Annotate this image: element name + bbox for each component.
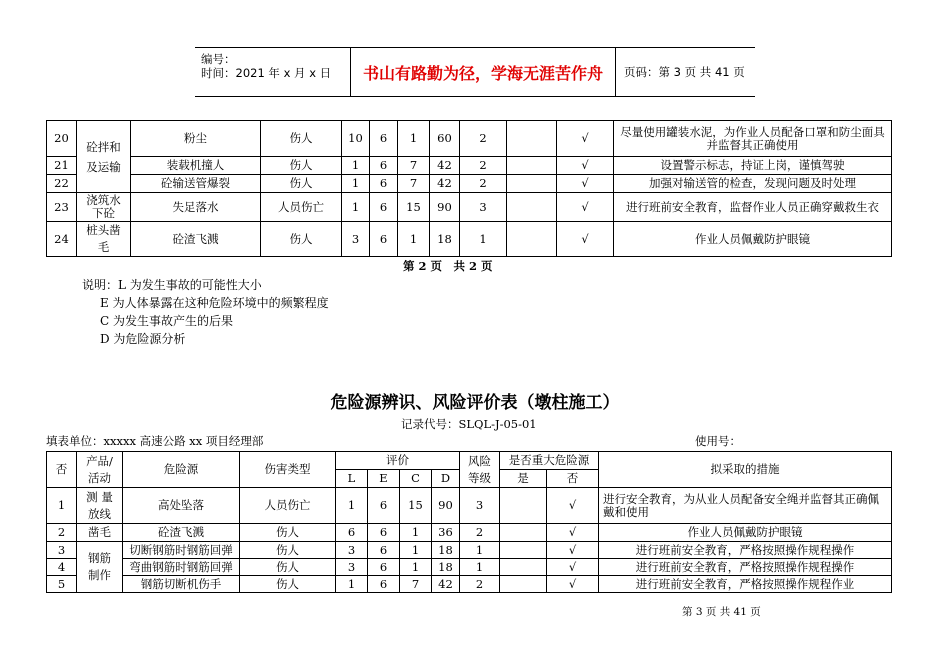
- table1-page-footer: 第 2 页 共 2 页: [403, 259, 493, 273]
- harm-cell: 伤人: [261, 157, 342, 175]
- l-cell: 1: [342, 157, 370, 175]
- header-risk: 风险等级: [460, 452, 500, 488]
- table-row: [47, 175, 892, 193]
- hazard-cell: 砼渣飞溅: [123, 524, 240, 542]
- header-harm: 伤害类型: [240, 452, 336, 488]
- risk-level-cell: 2: [460, 121, 507, 157]
- activity-cell: 砼拌和及运输: [77, 121, 131, 193]
- row-no: 20: [47, 121, 77, 157]
- d-cell: 36: [432, 524, 460, 542]
- hazard-table: [46, 451, 892, 593]
- measure-cell: 作业人员佩戴防护眼镜: [599, 524, 892, 542]
- major-no-cell: √: [557, 157, 614, 175]
- harm-cell: 人员伤亡: [240, 488, 336, 524]
- harm-cell: 伤人: [261, 222, 342, 257]
- d-cell: 42: [430, 175, 460, 193]
- note-line: E 为人体暴露在这种危险环境中的频繁程度: [100, 296, 329, 310]
- e-cell: 6: [370, 157, 398, 175]
- e-cell: 6: [370, 222, 398, 257]
- c-cell: 7: [398, 175, 430, 193]
- document-header: [195, 47, 755, 97]
- l-cell: 10: [342, 121, 370, 157]
- major-yes-cell: [507, 157, 557, 175]
- header-hazard: 危险源: [123, 452, 240, 488]
- e-cell: 6: [368, 524, 400, 542]
- c-cell: 15: [400, 488, 432, 524]
- l-cell: 1: [336, 576, 368, 593]
- table-row: [47, 542, 892, 559]
- e-cell: 6: [370, 121, 398, 157]
- activity-cell: 测 量放线: [77, 488, 123, 524]
- major-no-cell: √: [557, 175, 614, 193]
- d-cell: 18: [430, 222, 460, 257]
- measure-cell: 进行班前安全教育，严格按照操作规程操作: [599, 559, 892, 576]
- major-no-cell: √: [547, 559, 599, 576]
- header-slogan: 书山有路勤为径，学海无涯苦作舟: [351, 48, 616, 96]
- major-yes-cell: [500, 524, 547, 542]
- risk-level-cell: 3: [460, 193, 507, 222]
- header-meta: [195, 48, 351, 96]
- c-cell: 1: [400, 559, 432, 576]
- c-cell: 7: [400, 576, 432, 593]
- c-cell: 1: [398, 222, 430, 257]
- major-yes-cell: [500, 559, 547, 576]
- hazard-cell: 弯曲钢筋时钢筋回弹: [123, 559, 240, 576]
- table-row: [47, 157, 892, 175]
- activity-cell: 浇筑水下砼: [77, 193, 131, 222]
- header-c: C: [400, 470, 432, 488]
- major-no-cell: √: [547, 488, 599, 524]
- hazard-cell: 切断钢筋时钢筋回弹: [123, 542, 240, 559]
- activity-cell: 桩头凿毛: [77, 222, 131, 257]
- hazard-cell: 装载机撞人: [131, 157, 261, 175]
- risk-level-cell: 1: [460, 222, 507, 257]
- activity-cell: 凿毛: [77, 524, 123, 542]
- header-time: 时间：2021 年 x 月 x 日: [201, 66, 332, 80]
- row-no: 3: [47, 542, 77, 559]
- header-no-col: 否: [547, 470, 599, 488]
- row-no: 21: [47, 157, 77, 175]
- table-row: [47, 524, 892, 542]
- d-cell: 60: [430, 121, 460, 157]
- e-cell: 6: [370, 175, 398, 193]
- major-no-cell: √: [547, 542, 599, 559]
- measure-cell: 尽量使用罐装水泥，为作业人员配备口罩和防尘面具并监督其正确使用: [614, 121, 892, 157]
- page-title: 危险源辨识、风险评价表（墩柱施工）: [330, 393, 620, 413]
- table-row: [47, 488, 892, 524]
- measure-cell: 进行班前安全教育，监督作业人员正确穿戴救生衣: [614, 193, 892, 222]
- hazard-cell: 高处坠落: [123, 488, 240, 524]
- row-no: 2: [47, 524, 77, 542]
- major-no-cell: √: [547, 576, 599, 593]
- table-row: [47, 121, 892, 157]
- harm-cell: 伤人: [240, 542, 336, 559]
- header-e: E: [368, 470, 400, 488]
- risk-level-cell: 1: [460, 559, 500, 576]
- measure-cell: 进行班前安全教育，严格按照操作规程操作: [599, 542, 892, 559]
- major-no-cell: √: [557, 222, 614, 257]
- c-cell: 15: [398, 193, 430, 222]
- harm-cell: 人员伤亡: [261, 193, 342, 222]
- d-cell: 90: [432, 488, 460, 524]
- harm-cell: 伤人: [261, 175, 342, 193]
- l-cell: 6: [336, 524, 368, 542]
- e-cell: 6: [368, 576, 400, 593]
- risk-level-cell: 2: [460, 175, 507, 193]
- e-cell: 6: [368, 488, 400, 524]
- row-no: 22: [47, 175, 77, 193]
- header-yes: 是: [500, 470, 547, 488]
- l-cell: 1: [342, 193, 370, 222]
- harm-cell: 伤人: [240, 524, 336, 542]
- hazard-cell: 粉尘: [131, 121, 261, 157]
- major-no-cell: √: [557, 193, 614, 222]
- hazard-cell: 钢筋切断机伤手: [123, 576, 240, 593]
- harm-cell: 伤人: [240, 576, 336, 593]
- l-cell: 1: [342, 175, 370, 193]
- d-cell: 18: [432, 559, 460, 576]
- usage-number: 使用号：: [695, 434, 741, 448]
- risk-level-cell: 2: [460, 157, 507, 175]
- activity-cell: 钢筋制作: [77, 542, 123, 593]
- hazard-cell: 砼渣飞溅: [131, 222, 261, 257]
- major-yes-cell: [507, 121, 557, 157]
- harm-cell: 伤人: [261, 121, 342, 157]
- header-activity: 产品/活动: [77, 452, 123, 488]
- fill-unit: 填表单位：xxxxx 高速公路 xx 项目经理部: [46, 434, 264, 448]
- major-yes-cell: [500, 576, 547, 593]
- c-cell: 1: [400, 542, 432, 559]
- header-eval: 评价: [336, 452, 460, 470]
- note-line: D 为危险源分析: [100, 332, 186, 346]
- risk-level-cell: 2: [460, 576, 500, 593]
- l-cell: 3: [336, 542, 368, 559]
- table-header-row: [47, 452, 892, 470]
- d-cell: 90: [430, 193, 460, 222]
- table-row: [47, 222, 892, 257]
- risk-level-cell: 1: [460, 542, 500, 559]
- table-row: [47, 193, 892, 222]
- header-no: 否: [47, 452, 77, 488]
- major-yes-cell: [500, 542, 547, 559]
- major-no-cell: √: [557, 121, 614, 157]
- e-cell: 6: [370, 193, 398, 222]
- major-no-cell: √: [547, 524, 599, 542]
- c-cell: 1: [398, 121, 430, 157]
- row-no: 1: [47, 488, 77, 524]
- e-cell: 6: [368, 542, 400, 559]
- hazard-cell: 失足落水: [131, 193, 261, 222]
- c-cell: 1: [400, 524, 432, 542]
- risk-level-cell: 2: [460, 524, 500, 542]
- measure-cell: 作业人员佩戴防护眼镜: [614, 222, 892, 257]
- major-yes-cell: [507, 175, 557, 193]
- row-no: 5: [47, 576, 77, 593]
- d-cell: 18: [432, 542, 460, 559]
- measure-cell: 进行安全教育，为从业人员配备安全绳并监督其正确佩戴和使用: [599, 488, 892, 524]
- major-yes-cell: [500, 488, 547, 524]
- header-measure: 拟采取的措施: [599, 452, 892, 488]
- l-cell: 3: [336, 559, 368, 576]
- d-cell: 42: [432, 576, 460, 593]
- table-row: [47, 559, 892, 576]
- e-cell: 6: [368, 559, 400, 576]
- row-no: 23: [47, 193, 77, 222]
- risk-level-cell: 3: [460, 488, 500, 524]
- row-no: 4: [47, 559, 77, 576]
- measure-cell: 加强对输送管的检查，发现问题及时处理: [614, 175, 892, 193]
- note-line: 说明：L 为发生事故的可能性大小: [82, 278, 262, 292]
- major-yes-cell: [507, 193, 557, 222]
- page-footer: 第 3 页 共 41 页: [682, 606, 761, 618]
- l-cell: 3: [342, 222, 370, 257]
- row-no: 24: [47, 222, 77, 257]
- header-d: D: [432, 470, 460, 488]
- serial-label: 编号：: [201, 52, 236, 66]
- harm-cell: 伤人: [240, 559, 336, 576]
- table-row: [47, 576, 892, 593]
- measure-cell: 进行班前安全教育，严格按照操作规程作业: [599, 576, 892, 593]
- hazard-cell: 砼输送管爆裂: [131, 175, 261, 193]
- header-l: L: [336, 470, 368, 488]
- c-cell: 7: [398, 157, 430, 175]
- d-cell: 42: [430, 157, 460, 175]
- major-yes-cell: [507, 222, 557, 257]
- header-major: 是否重大危险源: [500, 452, 599, 470]
- l-cell: 1: [336, 488, 368, 524]
- note-line: C 为发生事故产生的后果: [100, 314, 233, 328]
- hazard-table-continued: [46, 120, 892, 257]
- measure-cell: 设置警示标志，持证上岗，谨慎驾驶: [614, 157, 892, 175]
- header-page: 页码：第 3 页 共 41 页: [624, 65, 745, 79]
- record-code: 记录代号：SLQL-J-05-01: [401, 417, 537, 431]
